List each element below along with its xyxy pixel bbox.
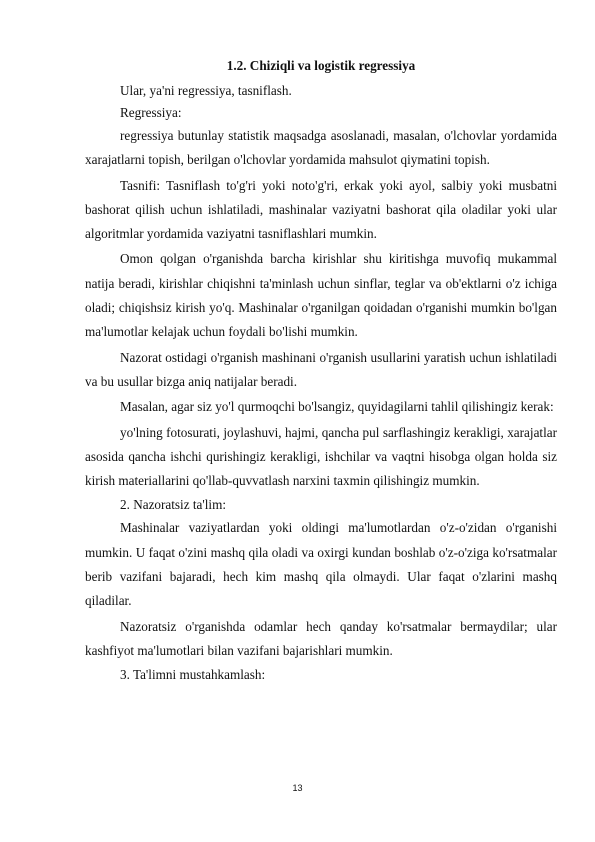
paragraph: Regressiya:: [120, 105, 182, 120]
paragraph: regressiya butunlay statistik maqsadga asoslanadi, masalan, o'lchovlar yordamida xarajatlarni topish, berilgan o'lchovlar yordamida mahsulot qiymatini topish.: [85, 128, 557, 168]
paragraph: yo'lning fotosurati, joylashuvi, hajmi, qancha pul sarflashingiz kerakligi, xarajatlar asosida qancha ishchi qurishingiz kerakligi, ishchilar va vaqtni hisobga olgan holda siz kirish materiallarini qo'llab-quvvatlash narxini taxmin qilishingiz mumkin.: [85, 424, 557, 489]
paragraph: Omon qolgan o'rganishda barcha kirishlar shu kiritishga muvofiq mukammal natija beradi, kirishlar chiqishni ta'minlash uchun sinflar, teglar va ob'ektlarni o'z ichiga oladi; chiqishsiz kirish yo'q. Mashinalar o'rganilgan qoidadan o'rganishi mumkin bo'lgan ma'lumotlar kelajak uchun foydali bo'lishi mumkin.: [85, 251, 557, 340]
paragraph: 2. Nazoratsiz ta'lim:: [120, 497, 227, 513]
paragraph: Mashinalar vaziyatlardan yoki oldingi ma'lumotlardan o'z-o'zidan o'rganishi mumkin. U faqat o'zini mashq qila oladi va oxirgi kundan boshlab o'z-o'ziga ko'rsatmalar berib vazifani bajaradi, hech kim mashq qila olmaydi. Ular faqat o'zlarini mashq qiladilar.: [85, 520, 557, 609]
paragraph: Masalan, agar siz yo'l qurmoqchi bo'lsangiz, quyidagilarni tahlil qilishingiz kerak:: [120, 399, 554, 415]
page-number: 13: [292, 783, 303, 793]
paragraph: Tasnifi: Tasniflash to'g'ri yoki noto'g'ri, erkak yoki ayol, salbiy yoki musbatni bashorat qilish uchun ishlatiladi, mashinalar vaziyatni bashorat qila oladilar yoki ular algoritmlar yordamida vaziyatni tasniflashlari mumkin.: [85, 177, 557, 242]
paragraph: Nazorat ostidagi o'rganish mashinani o'rganish usullarini yaratish uchun ishlatiladi va bu usullar bizga aniq natijalar beradi.: [85, 349, 557, 389]
paragraph: 3. Ta'limni mustahkamlash:: [120, 667, 266, 683]
paragraph: Ular, ya'ni regressiya, tasniflash.: [120, 83, 292, 98]
document-page: [85, 58, 557, 686]
paragraph: Nazoratsiz o'rganishda odamlar hech qanday ko'rsatmalar bermaydilar; ular kashfiyot ma'lumotlari bilan vazifani bajarishlari mumkin.: [85, 618, 557, 658]
section-heading: 1.2. Chiziqli va logistik regressiya: [226, 58, 416, 73]
